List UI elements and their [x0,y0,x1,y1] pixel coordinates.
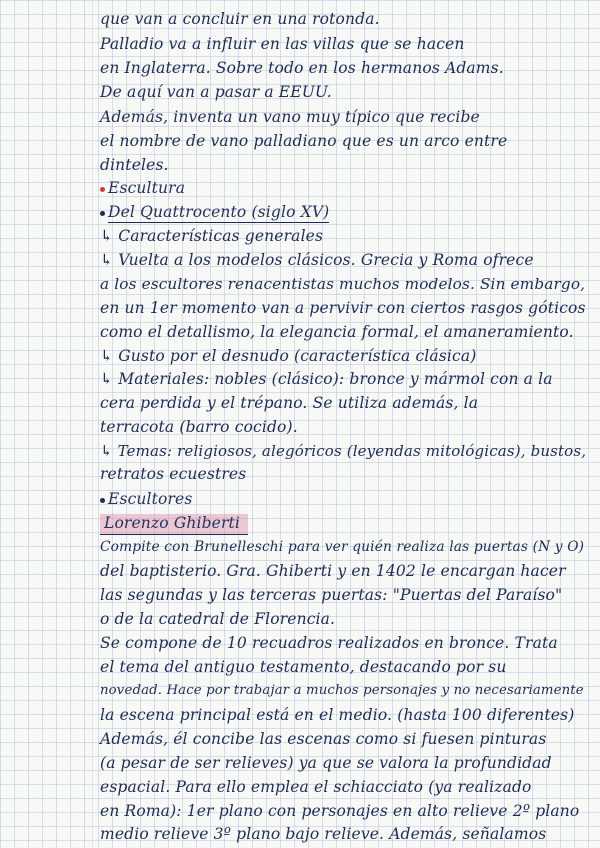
note-line [100,155,592,175]
note-text: Gusto por el desnudo (característica clásica) [118,347,477,365]
note-text: la escena principal está en el medio. (hasta 100 diferentes) [100,706,575,724]
note-line [100,417,592,437]
note-line [100,537,592,557]
note-line [100,753,592,773]
note-text: novedad. Hace por trabajar a muchos personajes y no necesariamente [100,683,584,698]
note-line [100,729,592,749]
note-line [100,801,592,821]
list-heading [100,226,592,246]
note-line [100,561,592,581]
note-text: terracota (barro cocido). [100,418,298,436]
note-line [100,464,592,484]
note-line [100,609,592,629]
note-line [100,298,592,318]
note-text: en Roma): 1er plano con personajes en alto relieve 2º plano [100,802,580,820]
note-text: Palladio va a influir en las villas que se hacen [100,35,465,53]
note-text: el nombre de vano palladiano que es un arco entre [100,132,508,150]
note-text: Características generales [118,227,324,245]
note-text: el tema del antiguo testamento, destacando por su [100,658,507,676]
note-text: cera perdida y el trépano. Se utiliza además, la [100,394,479,412]
subsection-heading [100,202,592,222]
heading-text: Escultores [108,490,193,508]
note-text: en Inglaterra. Sobre todo en los hermanos Adams. [100,59,504,77]
list-item [100,441,592,461]
section-heading [100,489,592,509]
note-line [100,393,592,413]
heading-text: Escultura [108,179,186,197]
note-text: a los escultores renacentistas muchos modelos. Sin embargo, [100,275,586,293]
note-line [100,34,592,54]
heading-text: Del Quattrocento (siglo XV) [108,203,330,221]
note-line [100,322,592,342]
note-text: las segundas y las terceras puertas: "Puertas del Paraíso" [100,586,563,604]
list-item [100,346,592,366]
arrow-icon: ↳ [100,251,119,269]
note-text: medio relieve 3º plano bajo relieve. Además, señalamos [100,825,547,843]
note-line [100,131,592,151]
note-text: o de la catedral de Florencia. [100,610,336,628]
note-text: del baptisterio. Gra. Ghiberti y en 1402 le encargan hacer [100,562,566,580]
note-text: que van a concluir en una rotonda. [100,10,380,28]
note-text: (a pesar de ser relieves) ya que se valora la profundidad [100,754,552,772]
note-text: Temas: religiosos, alegóricos (leyendas mitológicas), bustos, [117,442,587,460]
note-line [100,657,592,677]
note-line [100,681,592,701]
note-text: Se compone de 10 recuadros realizados en bronce. Trata [100,634,558,652]
note-text: Materiales: nobles (clásico): bronce y mármol con a la [118,370,553,388]
note-text: dinteles. [100,156,169,174]
note-text: Compite con Brunelleschi para ver quién realiza las puertas (N y O) [100,539,585,555]
highlighted-name: Lorenzo Ghiberti [100,514,248,535]
note-line [100,633,592,653]
note-line [100,82,592,102]
note-line [100,777,592,797]
note-text: Además, inventa un vano muy típico que recibe [100,108,480,126]
note-text: Además, él concibe las escenas como si fuesen pinturas [100,730,547,748]
arrow-icon: ↳ [100,442,118,460]
note-text: espacial. Para ello emplea el schiacciato (ya realizado [100,778,532,796]
note-line [100,58,592,78]
artist-heading [100,513,592,533]
note-line [100,274,592,294]
arrow-icon: ↳ [100,370,119,388]
note-line [100,107,592,127]
note-text: Vuelta a los modelos clásicos. Grecia y Roma ofrece [118,251,534,269]
arrow-icon: ↳ [100,347,119,365]
note-line [100,9,592,29]
margin-line [92,0,93,848]
section-heading [100,178,592,198]
note-text: retratos ecuestres [100,465,247,483]
list-item [100,250,592,270]
bullet-dot-icon [100,498,105,503]
arrow-icon: ↳ [100,227,119,245]
note-text: en un 1er momento van a pervivir con ciertos rasgos góticos [100,299,586,317]
bullet-dot-icon [100,187,105,192]
bullet-dot-icon [100,211,105,216]
note-text: De aquí van a pasar a EEUU. [100,83,332,101]
note-line [100,585,592,605]
note-line [100,705,592,725]
list-item [100,369,592,389]
note-line [100,824,592,844]
note-text: como el detallismo, la elegancia formal, el amaneramiento. [100,323,574,341]
